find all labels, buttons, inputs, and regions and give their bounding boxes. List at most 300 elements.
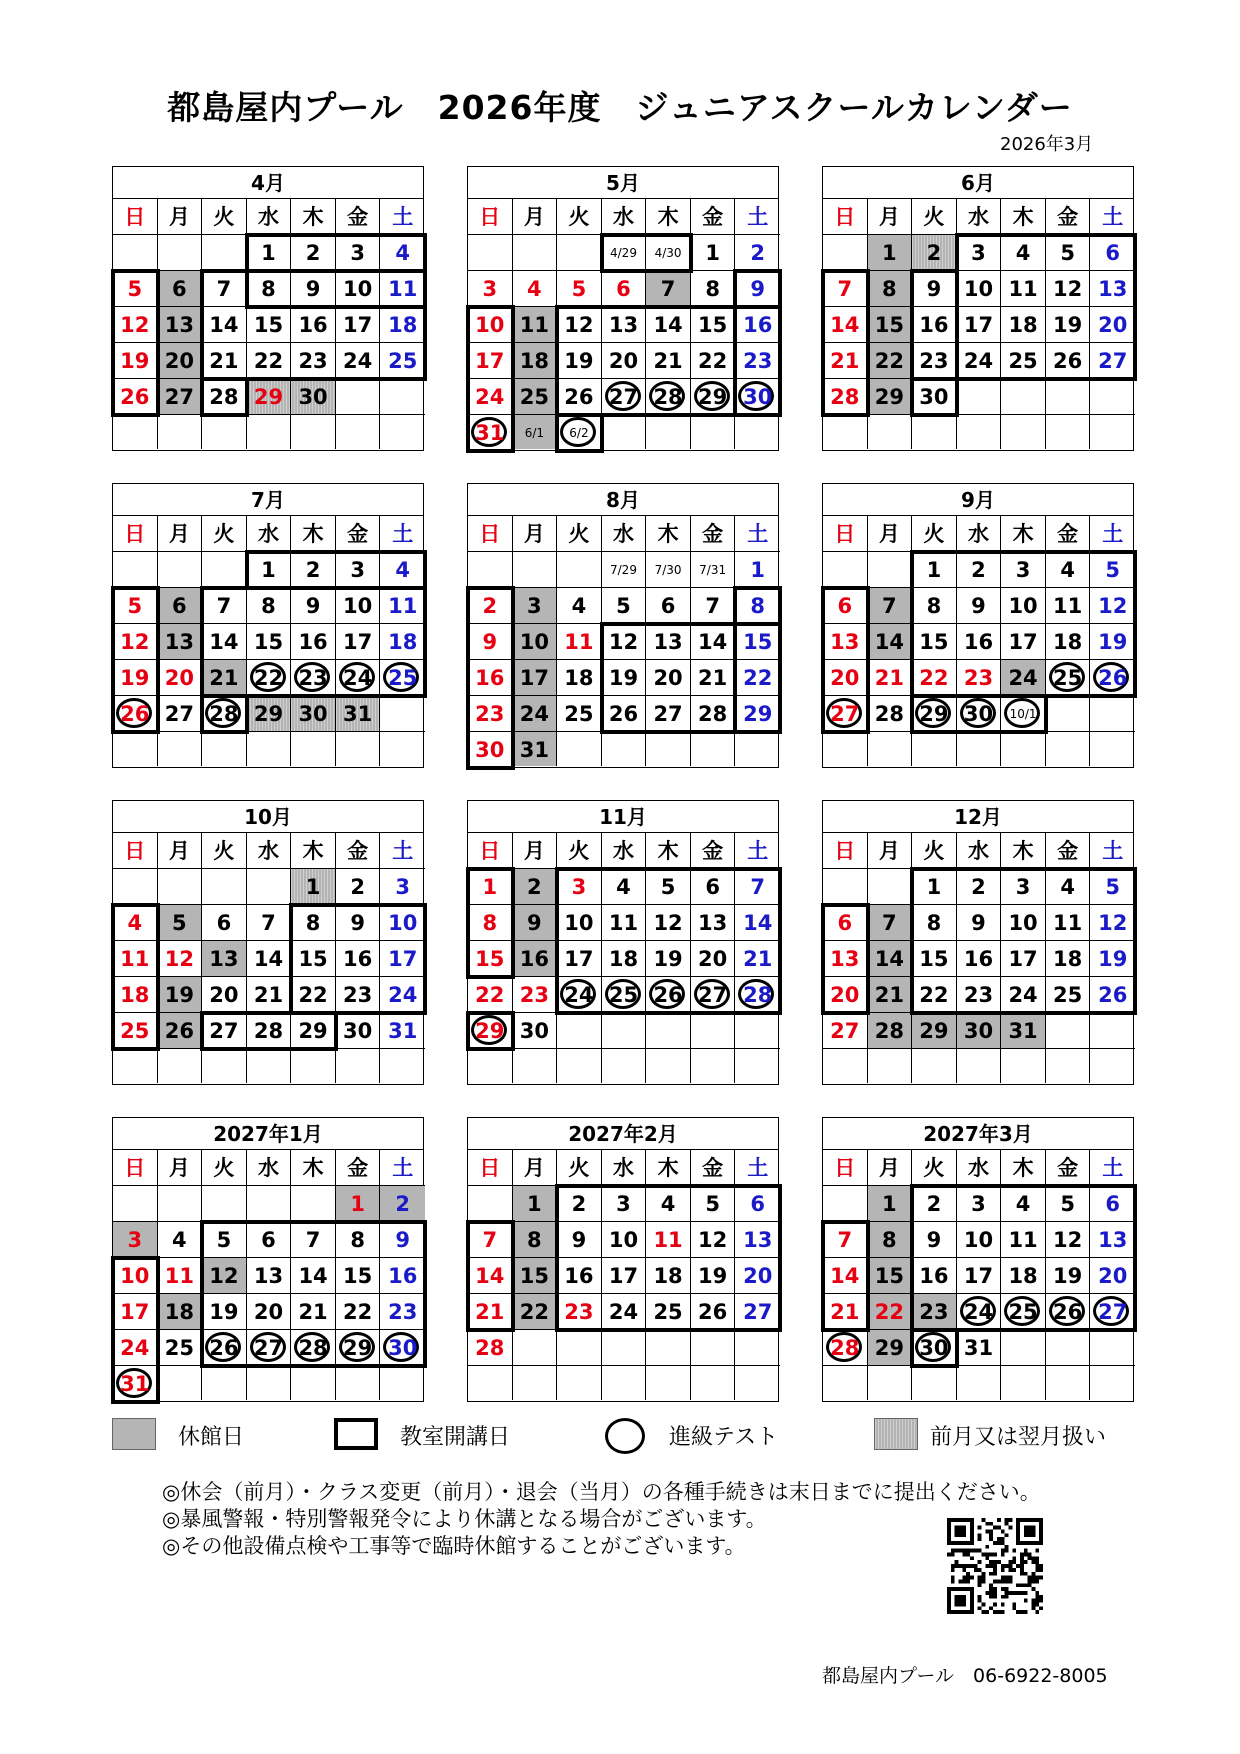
legend bbox=[112, 1418, 1142, 1454]
weekday-header: 水 bbox=[957, 1150, 1002, 1186]
day-cell bbox=[158, 343, 203, 379]
day-cell bbox=[823, 235, 868, 271]
day-cell bbox=[691, 588, 736, 624]
day-cell bbox=[513, 343, 558, 379]
day-cell bbox=[1001, 941, 1046, 977]
day-cell bbox=[202, 905, 247, 941]
month-title: 2027年2月 bbox=[468, 1118, 778, 1150]
day-cell bbox=[957, 1258, 1002, 1294]
day-cell bbox=[1090, 1258, 1135, 1294]
day-number: 9 bbox=[926, 277, 942, 301]
weekday-header: 火 bbox=[912, 199, 957, 235]
day-cell bbox=[602, 588, 647, 624]
day-cell bbox=[868, 732, 913, 766]
day-number: 8 bbox=[261, 277, 276, 301]
day-cell bbox=[602, 1330, 647, 1366]
day-number: 9 bbox=[926, 1228, 942, 1252]
weekday-header: 木 bbox=[291, 516, 336, 552]
day-cell bbox=[1046, 696, 1091, 732]
day-cell bbox=[1046, 1258, 1091, 1294]
day-number: 20 bbox=[164, 666, 194, 690]
day-cell bbox=[1046, 588, 1091, 624]
day-number: 6 bbox=[837, 594, 853, 618]
day-cell bbox=[602, 977, 647, 1013]
day-number: 23 bbox=[475, 702, 505, 726]
day-number: 17 bbox=[343, 313, 373, 337]
weekday-header: 金 bbox=[1046, 1150, 1091, 1186]
weekday-header: 土 bbox=[1090, 516, 1135, 552]
day-number: 17 bbox=[1008, 947, 1038, 971]
day-number: 7/29 bbox=[610, 563, 637, 577]
day-number: 17 bbox=[564, 947, 594, 971]
day-cell bbox=[336, 977, 381, 1013]
day-cell bbox=[202, 1258, 247, 1294]
day-cell bbox=[247, 905, 292, 941]
day-cell bbox=[646, 941, 691, 977]
day-cell bbox=[1090, 1366, 1135, 1400]
day-cell bbox=[646, 660, 691, 696]
day-cell bbox=[912, 1049, 957, 1083]
day-cell bbox=[468, 1330, 513, 1366]
day-cell bbox=[1001, 1222, 1046, 1258]
day-cell bbox=[646, 552, 691, 588]
day-number: 26 bbox=[1098, 983, 1128, 1007]
weekday-header: 木 bbox=[646, 833, 691, 869]
day-cell bbox=[646, 271, 691, 307]
day-cell bbox=[468, 732, 513, 766]
day-number: 7 bbox=[837, 1228, 853, 1252]
weekday-header: 日 bbox=[468, 1150, 513, 1186]
day-cell bbox=[202, 624, 247, 660]
day-cell bbox=[557, 1049, 602, 1083]
day-cell bbox=[691, 660, 736, 696]
day-cell bbox=[912, 379, 957, 415]
day-cell bbox=[468, 415, 513, 449]
day-cell bbox=[646, 1366, 691, 1400]
day-number: 21 bbox=[830, 1300, 860, 1324]
day-cell bbox=[113, 1186, 158, 1222]
weekday-header: 土 bbox=[1090, 199, 1135, 235]
day-cell bbox=[557, 941, 602, 977]
day-cell bbox=[735, 1366, 780, 1400]
day-number: 1 bbox=[350, 1192, 365, 1216]
day-number: 2 bbox=[926, 1192, 942, 1216]
day-cell bbox=[557, 588, 602, 624]
qr-code bbox=[947, 1518, 1043, 1614]
weekday-header: 木 bbox=[291, 199, 336, 235]
day-number: 29 bbox=[698, 385, 728, 409]
day-cell bbox=[113, 1258, 158, 1294]
day-number: 6/1 bbox=[524, 426, 544, 440]
day-cell bbox=[868, 1013, 913, 1049]
day-cell bbox=[735, 1330, 780, 1366]
weekday-header: 金 bbox=[336, 833, 381, 869]
day-number: 1 bbox=[882, 241, 897, 265]
day-cell bbox=[513, 869, 558, 905]
day-cell bbox=[823, 271, 868, 307]
day-number: 25 bbox=[519, 385, 549, 409]
day-number: 15 bbox=[253, 313, 284, 337]
day-number: 16 bbox=[298, 313, 328, 337]
day-number: 22 bbox=[698, 349, 728, 373]
day-cell bbox=[336, 307, 381, 343]
day-cell bbox=[468, 660, 513, 696]
month-calendar bbox=[467, 1117, 779, 1402]
day-number: 16 bbox=[388, 1264, 418, 1288]
day-number: 31 bbox=[475, 421, 505, 445]
day-number: 22 bbox=[919, 983, 949, 1007]
day-cell bbox=[468, 235, 513, 271]
day-number: 22 bbox=[519, 1300, 549, 1324]
weekday-header: 日 bbox=[823, 516, 868, 552]
day-cell bbox=[691, 343, 736, 379]
day-cell bbox=[468, 905, 513, 941]
weekday-header: 木 bbox=[646, 1150, 691, 1186]
day-number: 2 bbox=[395, 1192, 411, 1216]
day-number: 22 bbox=[874, 349, 904, 373]
day-number: 26 bbox=[1098, 666, 1128, 690]
day-cell bbox=[557, 660, 602, 696]
day-number: 1 bbox=[261, 558, 276, 582]
day-number: 6 bbox=[1105, 1192, 1121, 1216]
footer-contact: 都島屋内プール 06-6922-8005 bbox=[822, 1665, 1108, 1687]
day-number: 1 bbox=[705, 241, 720, 265]
weekday-header: 日 bbox=[468, 516, 513, 552]
day-number: 11 bbox=[653, 1228, 683, 1252]
day-number: 12 bbox=[1053, 1228, 1083, 1252]
day-cell bbox=[957, 343, 1002, 379]
day-number: 13 bbox=[1098, 1228, 1128, 1252]
day-number: 25 bbox=[564, 702, 594, 726]
month-calendar bbox=[112, 800, 424, 1085]
day-number: 31 bbox=[388, 1019, 418, 1043]
day-cell bbox=[735, 869, 780, 905]
day-cell bbox=[158, 552, 203, 588]
day-cell bbox=[158, 660, 203, 696]
day-number: 29 bbox=[919, 702, 949, 726]
day-cell bbox=[380, 624, 425, 660]
day-number: 3 bbox=[616, 1192, 631, 1216]
day-cell bbox=[113, 1222, 158, 1258]
day-cell bbox=[602, 235, 647, 271]
day-cell bbox=[336, 415, 381, 449]
day-cell bbox=[158, 1013, 203, 1049]
day-cell bbox=[957, 271, 1002, 307]
day-cell bbox=[202, 941, 247, 977]
day-number: 6 bbox=[750, 1192, 766, 1216]
day-number: 23 bbox=[743, 349, 773, 373]
day-number: 18 bbox=[388, 630, 418, 654]
day-number: 6 bbox=[1105, 241, 1121, 265]
day-cell bbox=[158, 271, 203, 307]
day-cell bbox=[957, 1222, 1002, 1258]
month-calendar bbox=[112, 483, 424, 768]
day-cell bbox=[1001, 415, 1046, 449]
day-cell bbox=[912, 1186, 957, 1222]
day-cell bbox=[1046, 732, 1091, 766]
day-cell bbox=[468, 307, 513, 343]
day-number: 23 bbox=[519, 983, 549, 1007]
day-cell bbox=[113, 1013, 158, 1049]
day-cell bbox=[823, 1258, 868, 1294]
day-cell bbox=[1090, 379, 1135, 415]
day-number: 10 bbox=[564, 911, 594, 935]
month-title: 4月 bbox=[113, 167, 423, 199]
weekday-header: 水 bbox=[957, 833, 1002, 869]
day-cell bbox=[247, 1013, 292, 1049]
day-number: 10 bbox=[1008, 911, 1038, 935]
day-cell bbox=[336, 1049, 381, 1083]
day-number: 29 bbox=[919, 1019, 949, 1043]
day-number: 9 bbox=[482, 630, 498, 654]
day-number: 13 bbox=[830, 947, 860, 971]
day-number: 14 bbox=[209, 313, 239, 337]
day-cell bbox=[1090, 1186, 1135, 1222]
day-cell bbox=[291, 588, 336, 624]
day-cell bbox=[602, 905, 647, 941]
day-number: 4 bbox=[127, 911, 143, 935]
day-number: 1 bbox=[305, 875, 321, 899]
day-number: 7 bbox=[705, 594, 720, 618]
day-number: 14 bbox=[743, 911, 773, 935]
day-cell bbox=[823, 588, 868, 624]
day-number: 10 bbox=[963, 277, 994, 301]
weekday-header: 火 bbox=[912, 833, 957, 869]
day-number: 11 bbox=[1008, 1228, 1038, 1252]
day-cell bbox=[247, 1222, 292, 1258]
day-number: 8 bbox=[882, 277, 897, 301]
day-cell bbox=[957, 415, 1002, 449]
day-number: 6 bbox=[172, 594, 187, 618]
day-cell bbox=[557, 271, 602, 307]
day-number: 20 bbox=[743, 1264, 773, 1288]
day-number: 19 bbox=[608, 666, 639, 690]
day-cell bbox=[691, 307, 736, 343]
month-calendar bbox=[112, 1117, 424, 1402]
day-cell bbox=[1090, 235, 1135, 271]
day-number: 15 bbox=[519, 1264, 549, 1288]
day-number: 18 bbox=[164, 1300, 194, 1324]
weekday-header: 月 bbox=[513, 833, 558, 869]
day-number: 27 bbox=[164, 385, 194, 409]
day-number: 3 bbox=[1015, 558, 1031, 582]
day-number: 20 bbox=[653, 666, 683, 690]
day-number: 4 bbox=[616, 875, 631, 899]
day-number: 5 bbox=[172, 911, 187, 935]
day-cell bbox=[912, 941, 957, 977]
day-number: 17 bbox=[1008, 630, 1038, 654]
day-cell bbox=[1001, 1366, 1046, 1400]
day-cell bbox=[691, 235, 736, 271]
day-number: 24 bbox=[1008, 983, 1038, 1007]
day-number: 8 bbox=[350, 1228, 365, 1252]
day-number: 28 bbox=[830, 1336, 860, 1360]
day-cell bbox=[380, 235, 425, 271]
day-cell bbox=[380, 869, 425, 905]
weekday-header: 火 bbox=[912, 1150, 957, 1186]
day-cell bbox=[513, 235, 558, 271]
weekday-header: 土 bbox=[380, 1150, 425, 1186]
day-number: 25 bbox=[1008, 349, 1038, 373]
day-cell bbox=[1090, 941, 1135, 977]
day-cell bbox=[823, 732, 868, 766]
weekday-header: 日 bbox=[113, 199, 158, 235]
day-cell bbox=[113, 307, 158, 343]
day-cell bbox=[247, 869, 292, 905]
day-cell bbox=[291, 343, 336, 379]
day-number: 2 bbox=[971, 558, 986, 582]
day-cell bbox=[247, 941, 292, 977]
day-cell bbox=[957, 941, 1002, 977]
day-cell bbox=[912, 696, 957, 732]
day-cell bbox=[602, 696, 647, 732]
day-number: 8 bbox=[482, 911, 498, 935]
day-number: 6/2 bbox=[569, 426, 589, 440]
day-cell bbox=[202, 660, 247, 696]
weekday-header: 木 bbox=[646, 516, 691, 552]
day-number: 15 bbox=[874, 1264, 904, 1288]
day-cell bbox=[912, 1222, 957, 1258]
day-cell bbox=[113, 696, 158, 732]
day-cell bbox=[380, 307, 425, 343]
day-number: 28 bbox=[830, 385, 860, 409]
day-number: 11 bbox=[1053, 594, 1083, 618]
day-number: 3 bbox=[527, 594, 542, 618]
day-number: 6 bbox=[705, 875, 720, 899]
day-number: 25 bbox=[1053, 983, 1083, 1007]
day-number: 29 bbox=[874, 385, 904, 409]
day-number: 10 bbox=[608, 1228, 639, 1252]
day-number: 16 bbox=[475, 666, 505, 690]
day-cell bbox=[1090, 588, 1135, 624]
day-cell bbox=[1001, 588, 1046, 624]
day-number: 24 bbox=[608, 1300, 639, 1324]
weekday-header: 火 bbox=[557, 199, 602, 235]
day-cell bbox=[202, 696, 247, 732]
day-cell bbox=[691, 415, 736, 449]
day-number: 15 bbox=[743, 630, 773, 654]
day-cell bbox=[646, 624, 691, 660]
day-cell bbox=[1046, 977, 1091, 1013]
day-cell bbox=[602, 1186, 647, 1222]
day-number: 8 bbox=[527, 1228, 542, 1252]
weekday-header: 水 bbox=[957, 199, 1002, 235]
day-cell bbox=[735, 1049, 780, 1083]
day-number: 28 bbox=[698, 702, 728, 726]
day-cell bbox=[691, 271, 736, 307]
day-cell bbox=[513, 905, 558, 941]
day-cell bbox=[1001, 624, 1046, 660]
day-cell bbox=[468, 977, 513, 1013]
day-number: 30 bbox=[343, 1019, 373, 1043]
day-number: 3 bbox=[971, 1192, 986, 1216]
day-number: 16 bbox=[919, 313, 949, 337]
day-cell bbox=[1046, 552, 1091, 588]
day-cell bbox=[868, 905, 913, 941]
day-number: 11 bbox=[1008, 277, 1038, 301]
month-title: 9月 bbox=[823, 484, 1133, 516]
day-number: 19 bbox=[209, 1300, 239, 1324]
day-number: 24 bbox=[963, 1300, 994, 1324]
day-number: 24 bbox=[343, 666, 373, 690]
day-cell bbox=[291, 1366, 336, 1400]
day-number: 26 bbox=[564, 385, 594, 409]
month-calendar bbox=[112, 166, 424, 451]
weekday-header: 木 bbox=[1001, 833, 1046, 869]
day-cell bbox=[247, 1366, 292, 1400]
day-number: 5 bbox=[127, 594, 143, 618]
day-cell bbox=[380, 1258, 425, 1294]
day-cell bbox=[513, 307, 558, 343]
day-cell bbox=[291, 977, 336, 1013]
day-number: 1 bbox=[750, 558, 766, 582]
day-cell bbox=[557, 1258, 602, 1294]
day-number: 20 bbox=[1098, 1264, 1128, 1288]
weekday-header: 日 bbox=[823, 199, 868, 235]
day-cell bbox=[291, 1013, 336, 1049]
day-cell bbox=[291, 1222, 336, 1258]
day-cell bbox=[691, 905, 736, 941]
day-number: 15 bbox=[919, 947, 949, 971]
day-cell bbox=[735, 977, 780, 1013]
day-number: 1 bbox=[527, 1192, 542, 1216]
day-number: 27 bbox=[698, 983, 728, 1007]
day-number: 2 bbox=[571, 1192, 587, 1216]
month-calendar bbox=[822, 483, 1134, 768]
day-number: 8 bbox=[926, 594, 942, 618]
day-number: 27 bbox=[164, 702, 194, 726]
day-number: 31 bbox=[519, 738, 549, 762]
day-cell bbox=[202, 552, 247, 588]
day-cell bbox=[1090, 1294, 1135, 1330]
day-cell bbox=[735, 696, 780, 732]
day-number: 10/1 bbox=[1009, 707, 1037, 721]
day-number: 14 bbox=[698, 630, 728, 654]
day-cell bbox=[336, 732, 381, 766]
day-number: 3 bbox=[1015, 875, 1031, 899]
day-cell bbox=[336, 235, 381, 271]
weekday-header: 日 bbox=[113, 833, 158, 869]
day-cell bbox=[957, 660, 1002, 696]
day-cell bbox=[513, 1222, 558, 1258]
day-cell bbox=[1046, 1186, 1091, 1222]
day-number: 25 bbox=[1008, 1300, 1038, 1324]
day-cell bbox=[380, 696, 425, 732]
day-number: 18 bbox=[1008, 313, 1038, 337]
day-cell bbox=[513, 379, 558, 415]
day-number: 7 bbox=[837, 277, 853, 301]
day-number: 7 bbox=[305, 1228, 321, 1252]
day-cell bbox=[158, 941, 203, 977]
page-title: 都島屋内プール 2026年度 ジュニアスクールカレンダー bbox=[167, 88, 1073, 127]
day-number: 23 bbox=[919, 1300, 949, 1324]
day-number: 28 bbox=[209, 385, 239, 409]
day-cell bbox=[1001, 343, 1046, 379]
day-number: 21 bbox=[298, 1300, 328, 1324]
day-number: 6 bbox=[616, 277, 631, 301]
weekday-header: 木 bbox=[1001, 1150, 1046, 1186]
day-number: 30 bbox=[963, 1019, 994, 1043]
day-cell bbox=[113, 415, 158, 449]
day-cell bbox=[868, 415, 913, 449]
day-cell bbox=[291, 552, 336, 588]
month-title: 6月 bbox=[823, 167, 1133, 199]
day-cell bbox=[912, 271, 957, 307]
month-title: 10月 bbox=[113, 801, 423, 833]
day-number: 6 bbox=[261, 1228, 276, 1252]
day-number: 14 bbox=[830, 313, 860, 337]
day-cell bbox=[158, 1366, 203, 1400]
